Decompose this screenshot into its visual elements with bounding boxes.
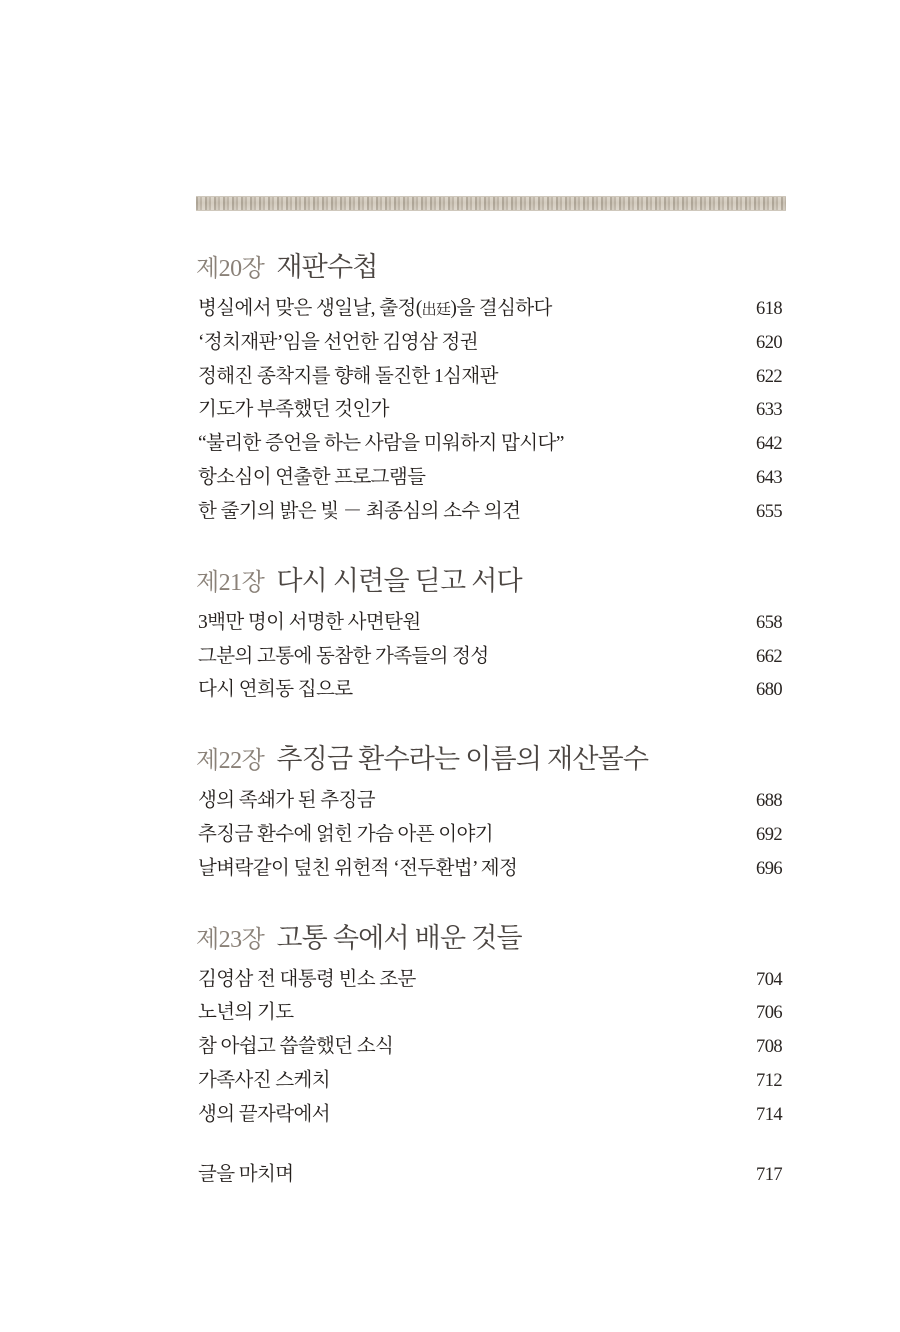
entry-label: 그분의 고통에 동참한 가족들의 정성: [198, 645, 489, 667]
toc-entry[interactable]: [196, 1064, 786, 1098]
toc-entry[interactable]: [196, 963, 786, 997]
entry-page-number: 712: [756, 1071, 782, 1091]
entry-page-number: 643: [756, 468, 782, 489]
chapter-heading: [196, 559, 786, 598]
toc-entry[interactable]: [196, 852, 786, 886]
entry-label: “불리한 증언을 하는 사람을 미워하지 맙시다”: [198, 433, 564, 455]
chapter-number: 제22장: [196, 748, 265, 775]
toc-entry[interactable]: [196, 393, 786, 427]
toc-entry[interactable]: [196, 1098, 786, 1132]
entry-list: [196, 784, 786, 885]
closing-section: [196, 1158, 786, 1192]
chapter-section: [196, 559, 786, 707]
table-of-contents: [196, 196, 786, 1191]
entry-page-number: 658: [756, 612, 782, 633]
toc-entry[interactable]: [196, 326, 786, 360]
entry-page-number: 688: [756, 791, 782, 812]
entry-page-number: 692: [756, 824, 782, 845]
entry-page-number: 680: [756, 680, 782, 701]
entry-page-number: 620: [756, 332, 782, 353]
entry-page-number: 662: [756, 646, 782, 667]
entry-label: 항소심이 연출한 프로그램들: [198, 467, 426, 489]
chapter-section: [196, 916, 786, 1132]
entry-page-number: 633: [756, 400, 782, 421]
entry-label: 정해진 종착지를 향해 돌진한 1심재판: [198, 365, 498, 387]
chapter-number: 제21장: [196, 569, 265, 596]
chapter-heading: [196, 245, 786, 284]
entry-page-number: 655: [756, 501, 782, 522]
entry-list: [196, 606, 786, 707]
toc-entry[interactable]: [196, 673, 786, 707]
entry-label: 날벼락같이 덮친 위헌적 ‘전두환법’ 제정: [198, 857, 518, 879]
entry-label: ‘정치재판’임을 선언한 김영삼 정권: [198, 331, 478, 353]
toc-entry[interactable]: [196, 1030, 786, 1064]
toc-entry[interactable]: [196, 495, 786, 529]
chapter-heading: [196, 916, 786, 955]
chapter-title: 다시 시련을 딛고 서다: [276, 565, 522, 596]
entry-label: 3백만 명이 서명한 사면탄원: [198, 611, 421, 633]
toc-entry-closing[interactable]: [196, 1158, 786, 1192]
entry-label: 다시 연희동 집으로: [198, 679, 353, 701]
entry-label: 노년의 기도: [198, 1002, 294, 1024]
entry-label: 가족사진 스케치: [198, 1070, 330, 1091]
toc-entry[interactable]: [196, 461, 786, 495]
entry-label: 추징금 환수에 얽힌 가슴 아픈 이야기: [198, 823, 493, 845]
toc-entry[interactable]: [196, 360, 786, 394]
entry-label: 김영삼 전 대통령 빈소 조문: [198, 968, 416, 990]
entry-label: 병실에서 맞은 생일날, 출정(出廷)을 결심하다: [198, 298, 552, 319]
entry-label: 글을 마치며: [198, 1163, 294, 1185]
entry-page-number: 706: [756, 1003, 782, 1024]
chapter-section: [196, 737, 786, 885]
entry-page-number: 696: [756, 858, 782, 879]
chapter-number: 제20장: [196, 256, 265, 282]
entry-list: [196, 963, 786, 1132]
entry-label: 기도가 부족했던 것인가: [198, 399, 389, 421]
entry-page-number: 704: [756, 969, 782, 990]
toc-entry[interactable]: [196, 818, 786, 852]
entry-page-number: 714: [756, 1104, 782, 1125]
decorative-rule-ornament: [196, 196, 786, 211]
entry-label: 생의 족쇄가 된 추징금: [198, 790, 375, 812]
chapter-number: 제23장: [196, 926, 265, 953]
entry-list: [196, 292, 786, 529]
entry-page-number: 622: [756, 366, 782, 387]
chapter-section: [196, 245, 786, 529]
entry-label: 한 줄기의 밝은 빛 － 최종심의 소수 의견: [198, 500, 521, 522]
toc-entry[interactable]: [196, 292, 786, 326]
entry-label-hanja: 出廷: [421, 302, 451, 318]
entry-page-number: 642: [756, 434, 782, 455]
chapter-heading: [196, 737, 786, 776]
chapter-title: 재판수첩: [276, 252, 378, 282]
chapter-title: 고통 속에서 배운 것들: [276, 922, 522, 953]
entry-page-number: 717: [756, 1164, 782, 1185]
toc-entry[interactable]: [196, 427, 786, 461]
entry-page-number: 618: [756, 299, 782, 319]
entry-page-number: 708: [756, 1037, 782, 1058]
toc-entry[interactable]: [196, 640, 786, 674]
toc-entry[interactable]: [196, 996, 786, 1030]
toc-entry[interactable]: [196, 784, 786, 818]
entry-label: 참 아쉽고 씁쓸했던 소식: [198, 1036, 394, 1058]
entry-label: 생의 끝자락에서: [198, 1103, 330, 1125]
toc-entry[interactable]: [196, 606, 786, 640]
chapter-title: 추징금 환수라는 이름의 재산몰수: [276, 744, 649, 775]
